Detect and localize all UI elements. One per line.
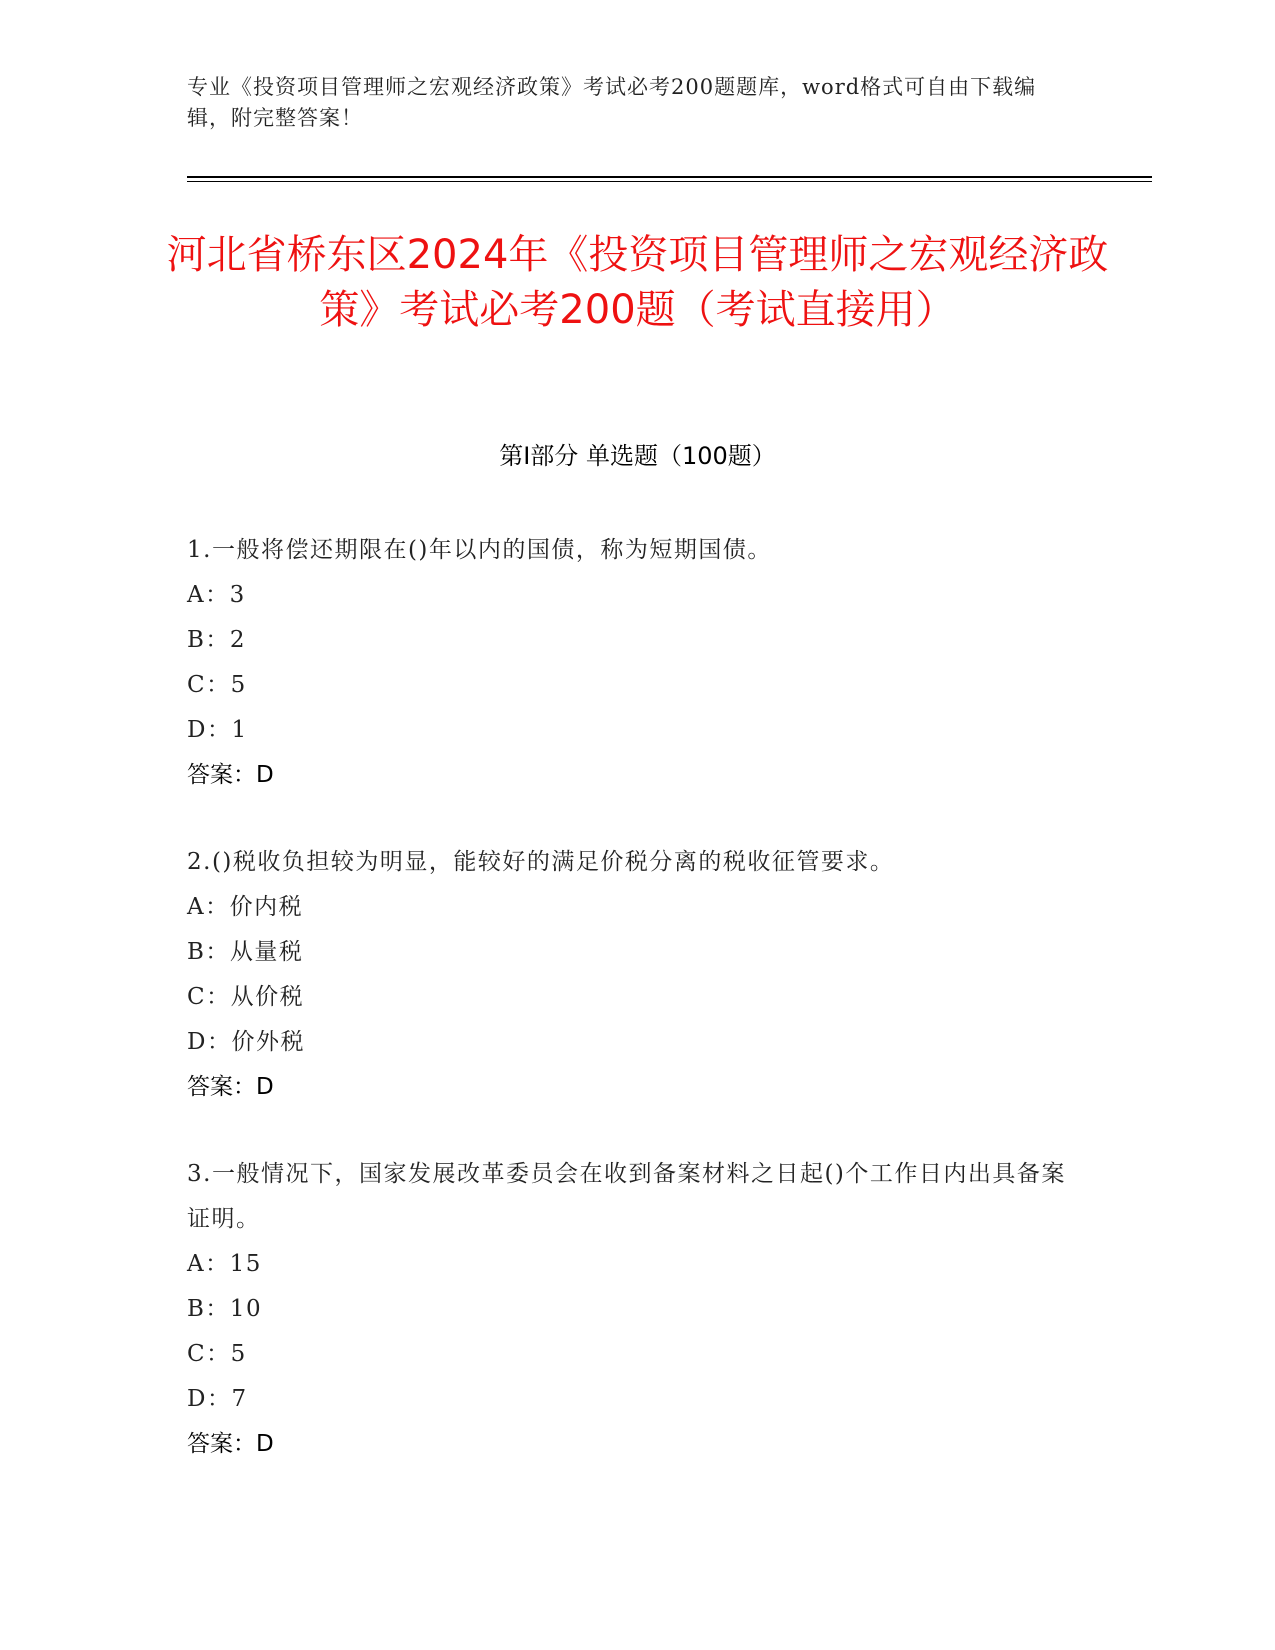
option-a: A：价内税 xyxy=(187,894,304,920)
document-title: 河北省桥东区2024年《投资项目管理师之宏观经济政策》考试必考200题（考试直接用） xyxy=(166,232,1109,333)
header-divider-thin xyxy=(187,181,1152,182)
question-stem: 1.一般将偿还期限在()年以内的国债，称为短期国债。 xyxy=(187,537,772,563)
option-d: D：7 xyxy=(187,1386,248,1412)
option-a: A：3 xyxy=(187,582,246,608)
question-2 xyxy=(187,840,1067,1110)
question-1 xyxy=(187,528,1067,798)
option-b: B：从量税 xyxy=(187,939,304,965)
question-list xyxy=(187,528,1067,1509)
option-d: D：价外税 xyxy=(187,1029,305,1055)
option-d: D：1 xyxy=(187,717,248,743)
section-title: 第I部分 单选题（100题） xyxy=(499,442,776,470)
answer: 答案：D xyxy=(187,1431,274,1457)
option-a: A：15 xyxy=(187,1251,262,1277)
answer: 答案：D xyxy=(187,762,274,788)
option-c: C：从价税 xyxy=(187,984,305,1010)
answer: 答案：D xyxy=(187,1074,274,1100)
question-3 xyxy=(187,1152,1067,1467)
option-b: B：2 xyxy=(187,627,247,653)
question-stem: 3.一般情况下，国家发展改革委员会在收到备案材料之日起()个工作日内出具备案证明。 xyxy=(187,1161,1066,1232)
option-b: B：10 xyxy=(187,1296,263,1322)
option-c: C：5 xyxy=(187,1341,247,1367)
option-c: C：5 xyxy=(187,672,247,698)
header-note: 专业《投资项目管理师之宏观经济政策》考试必考200题题库，word格式可自由下载编辑，附完整答案！ xyxy=(187,75,1037,130)
header-divider-thick xyxy=(187,176,1152,178)
question-stem: 2.()税收负担较为明显，能较好的满足价税分离的税收征管要求。 xyxy=(187,849,895,875)
